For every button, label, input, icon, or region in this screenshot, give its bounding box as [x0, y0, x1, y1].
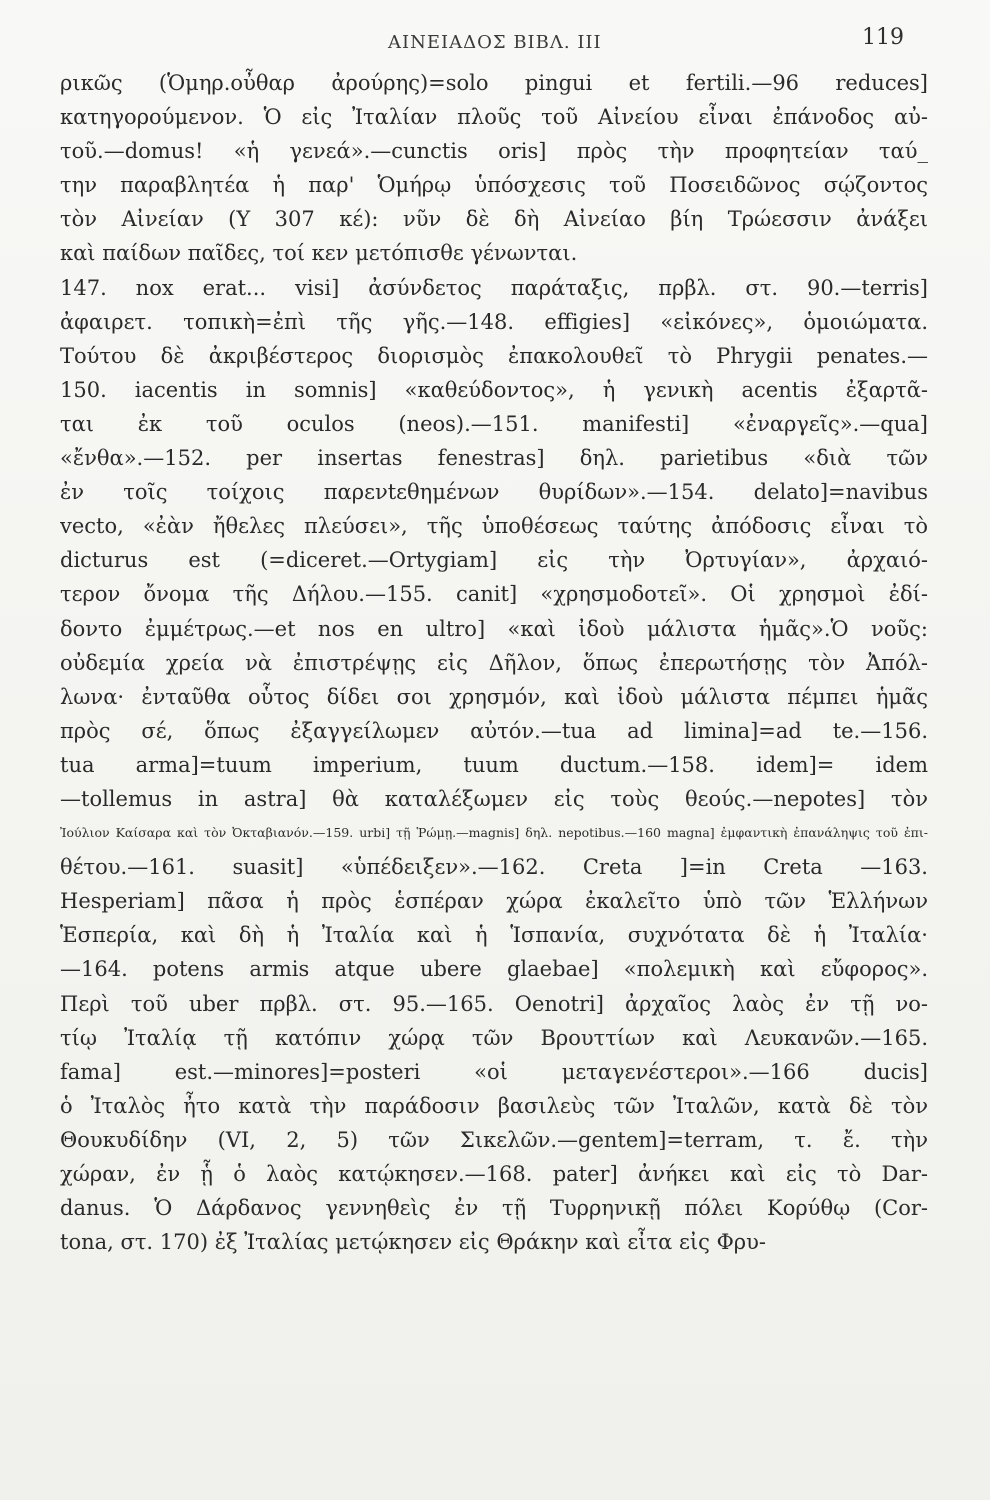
text-line: ρικῶς (Ὁμηρ.οὖθαρ ἀρούρης)=solo pingui et fertili.—96 reduces]: [60, 71, 928, 95]
text-line: —tollemus in astra] θὰ καταλέξωμεν εἰς τοὺς θεούς.—nepotes] τὸν: [60, 786, 928, 811]
text-line: πρὸς σέ, ὅπως ἐξαγγείλωμεν αὐτόν.—tua ad limina]=ad te.—156.: [60, 718, 928, 743]
text-line: τερον ὄνομα τῆς Δήλου.—155. canit] «χρησμοδοτεῖ». Οἱ χρησμοὶ ἐδί-: [60, 582, 928, 607]
text-line: tona, στ. 170) ἐξ Ἰταλίας μετῴκησεν εἰς Θράκην καὶ εἶτα εἰς Φρυ-: [60, 1230, 766, 1255]
text-line: καὶ παίδων παῖδες, τοί κεν μετόπισθε γένωνται.: [60, 241, 578, 266]
text-line: Περὶ τοῦ uber πρβλ. στ. 95.—165. Oenotri] ἀρχαῖος λαὸς ἐν τῇ νο-: [60, 991, 928, 1016]
text-line: ἀφαιρετ. τοπικὴ=ἐπὶ τῆς γῆς.—148. effigies] «εἰκόνες», ὁμοιώματα.: [60, 309, 928, 334]
text-line: τίῳ Ἰταλίᾳ τῇ κατόπιν χώρᾳ τῶν Βρουττίων καὶ Λευκανῶν.—165.: [60, 1025, 928, 1050]
text-line: ἐν τοῖς τοίχοις παρενtεθημένων θυρίδων».—154. delato]=navibus: [60, 480, 928, 505]
commentary-text: [60, 66, 928, 1259]
running-title: ΑΙΝΕΙΑΔΟΣ ΒΙΒΛ. ΙΙΙ: [388, 32, 602, 53]
text-line: 147. nox erat... visi] ἀσύνδετος παράταξις, πρβλ. στ. 90.—terris]: [60, 275, 928, 300]
text-line: Θουκυδίδην (VI, 2, 5) τῶν Σικελῶν.—gentem]=terram, τ. ἔ. τὴν: [60, 1127, 928, 1152]
text-line: Hesperiam] πᾶσα ἡ πρὸς ἑσπέραν χώρα ἐκαλεῖτο ὑπὸ τῶν Ἑλλήνων: [60, 889, 928, 914]
text-line: χώραν, ἐν ᾗ ὁ λαὸς κατῴκησεν.—168. pater] ἀνήκει καὶ εἰς τὸ Dar-: [60, 1162, 928, 1186]
text-line: θέτου.—161. suasit] «ὑπέδειξεν».—162. Creta ]=in Creta —163.: [60, 855, 928, 880]
text-line: danus. Ὁ Δάρδανος γεννηθεὶς ἐν τῇ Τυρρηνικῇ πόλει Κορύθῳ (Cor-: [60, 1196, 928, 1221]
text-line: tua arma]=tuum imperium, tuum ductum.—158. idem]= idem: [60, 752, 928, 777]
text-line: δοντο ἐμμέτρως.—et nos en ultro] «καὶ ἰδοὺ μάλιστα ἡμᾶς».Ὁ νοῦς:: [60, 616, 928, 641]
text-line: οὐδεμία χρεία νὰ ἐπιστρέψῃς εἰς Δῆλον, ὅπως ἐπερωτήσῃς τὸν Ἀπόλ-: [60, 650, 928, 675]
text-line: ται ἐκ τοῦ oculos (neos).—151. manifesti] «ἐναργεῖς».—qua]: [60, 411, 928, 436]
page-number: 119: [862, 25, 904, 50]
text-line: —164. potens armis atque ubere glaebae] «πολεμικὴ καὶ εὔφορος».: [60, 957, 928, 982]
text-line: την παραβλητέα ἡ παρ' Ὁμήρῳ ὑπόσχεσις τοῦ Ποσειδῶνος σῴζοντος: [60, 173, 928, 198]
text-line: κατηγορούμενον. Ὁ εἰς Ἰταλίαν πλοῦς τοῦ Αἰνείου εἶναι ἐπάνοδος αὐ-: [60, 105, 928, 130]
text-line: «ἔνθα».—152. per insertas fenestras] δηλ. parietibus «διὰ τῶν: [60, 446, 928, 471]
text-line: Τούτου δὲ ἀκριβέστερος διορισμὸς ἐπακολουθεῖ τὸ Phrygii penates.—: [60, 343, 928, 368]
text-line: τὸν Αἰνείαν (Υ 307 κέ): νῦν δὲ δὴ Αἰνείαο βίη Τρώεσσιν ἀνάξει: [60, 207, 928, 232]
text-line: vecto, «ἐὰν ἤθελες πλεύσει», τῆς ὑποθέσεως ταύτης ἀπόδοσις εἶναι τὸ: [60, 514, 928, 539]
text-line: fama] est.—minores]=posteri «οἱ μεταγενέστεροι».—166 ducis]: [60, 1059, 928, 1084]
text-line: Ἑσπερία, καὶ δὴ ἡ Ἰταλία καὶ ἡ Ἱσπανία, συχνότατα δὲ ἡ Ἰταλία·: [60, 923, 928, 948]
text-line: λωνα· ἐνταῦθα οὗτος δίδει σοι χρησμόν, καὶ ἰδοὺ μάλιστα πέμπει ἡμᾶς: [60, 684, 928, 709]
running-head: [0, 20, 990, 60]
text-line: 150. iacentis in somnis] «καθεύδοντος», ἡ γενικὴ acentis ἐξαρτᾶ-: [60, 377, 928, 402]
text-line: τοῦ.—domus! «ἡ γενεά».—cunctis oris] πρὸς τὴν προφητείαν ταύ_: [60, 139, 928, 164]
text-line: Ἰούλιον Καίσαρα καὶ τὸν Ὀκταβιανόν.—159. urbi] τῇ Ῥώμῃ.—magnis] δηλ. nepotibus.—160 magna] ἐμφαντικὴ ἐπανάληψις τοῦ ἐπι-: [60, 825, 928, 841]
text-line: ὁ Ἰταλὸς ἦτο κατὰ τὴν παράδοσιν βασιλεὺς τῶν Ἰταλῶν, κατὰ δὲ τὸν: [60, 1093, 928, 1118]
text-line: dicturus est (=diceret.—Ortygiam] εἰς τὴν Ὀρτυγίαν», ἀρχαιό-: [60, 548, 928, 573]
